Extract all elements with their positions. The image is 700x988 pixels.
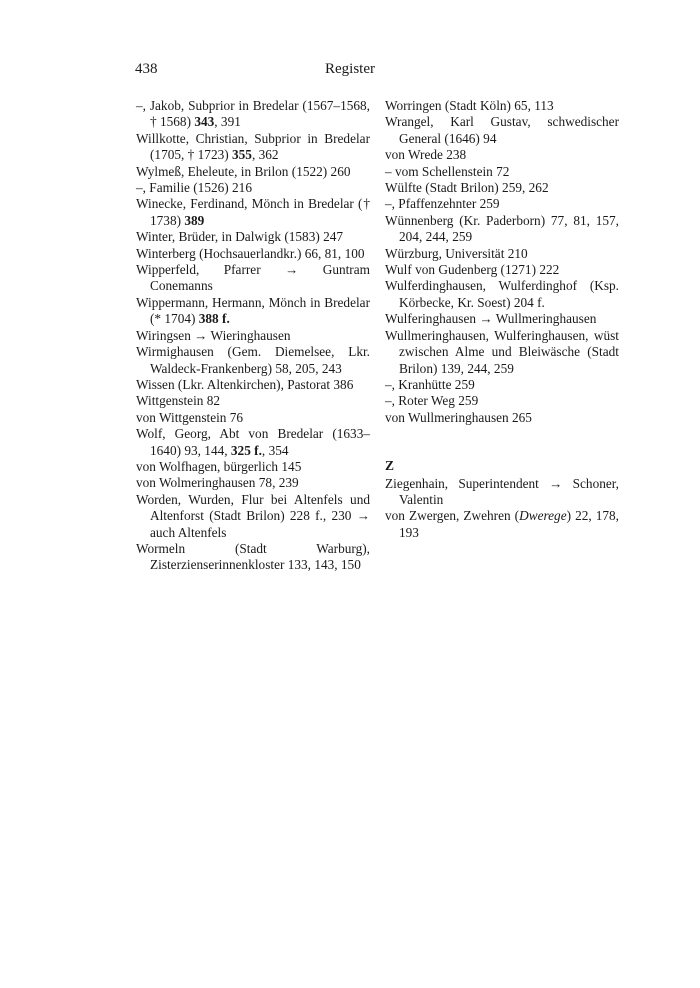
- index-entry: [385, 311, 619, 327]
- index-entry: [136, 131, 370, 164]
- index-entry: [136, 295, 370, 328]
- index-entry: [136, 475, 370, 491]
- variant-name: Dwerege: [519, 508, 567, 524]
- index-entry: [136, 426, 370, 459]
- entry-text: , 354: [261, 442, 289, 458]
- entry-text: Winecke, Ferdinand, Mönch in Bredelar († 1738): [136, 196, 370, 228]
- entry-text: – vom Schellenstein 72: [385, 163, 510, 179]
- index-entry: [385, 246, 619, 262]
- entry-text: von Wittgenstein 76: [136, 409, 244, 425]
- index-entry: [385, 410, 619, 426]
- index-column-right: [385, 98, 619, 541]
- entry-text: Wormeln (Stadt Warburg), Zisterzienserinnenkloster 133, 143, 150: [136, 540, 370, 573]
- index-entry: [385, 393, 619, 409]
- index-entry: [136, 344, 370, 377]
- entry-text: Wylmeß, Eheleute, in Brilon (1522) 260: [136, 163, 351, 179]
- index-column-left: [136, 98, 370, 574]
- entry-text: –, Familie (1526) 216: [136, 180, 252, 196]
- entry-text: Wulferinghausen → Wullmeringhausen: [385, 311, 597, 327]
- entry-text: Worden, Wurden, Flur bei Altenfels und Altenforst (Stadt Brilon) 228 f., 230 → auch Altenfels: [136, 491, 370, 540]
- entry-text: Wissen (Lkr. Altenkirchen), Pastorat 386: [136, 376, 354, 392]
- entry-text: –, Kranhütte 259: [385, 376, 475, 392]
- index-entry: [385, 147, 619, 163]
- entry-text: Wiringsen → Wieringhausen: [136, 327, 291, 343]
- section-letter-heading: Z: [385, 458, 395, 474]
- index-entry: [136, 164, 370, 180]
- page-ref-main: 388 f.: [198, 311, 230, 327]
- entry-text: Wolf, Georg, Abt von Bredelar (1633–1640) 93, 144,: [136, 426, 370, 458]
- index-entry: [385, 114, 619, 147]
- index-entry: [136, 246, 370, 262]
- entry-text: von Zwergen, Zwehren (: [385, 508, 520, 524]
- index-entry: [136, 377, 370, 393]
- index-entry: [385, 328, 619, 377]
- page-ref-main: 389: [184, 212, 205, 228]
- index-entry: [385, 508, 619, 541]
- index-entry: [136, 541, 370, 574]
- entry-text: von Wullmeringhausen 265: [385, 409, 532, 425]
- index-entry: [385, 377, 619, 393]
- entry-text: Worringen (Stadt Köln) 65, 113: [385, 98, 554, 113]
- entry-text: , 391: [214, 114, 241, 130]
- index-entry: [385, 196, 619, 212]
- index-entry: [385, 278, 619, 311]
- index-entry: [385, 262, 619, 278]
- entry-text: , 362: [251, 147, 279, 163]
- index-entry: [136, 180, 370, 196]
- index-entry: [136, 410, 370, 426]
- page-ref-main: 343: [194, 114, 215, 130]
- entry-text: Ziegenhain, Superintendent → Schoner, Valentin: [385, 475, 619, 507]
- entry-text: Winterberg (Hochsauerlandkr.) 66, 81, 100: [136, 245, 365, 261]
- index-entry: [385, 476, 619, 509]
- index-entries-w: [385, 98, 619, 426]
- index-entry: [136, 459, 370, 475]
- entry-text: Wulf von Gudenberg (1271) 222: [385, 262, 560, 278]
- page-ref-main: 325 f.: [230, 442, 262, 458]
- entry-text: Wittgenstein 82: [136, 393, 221, 409]
- index-entry: [136, 328, 370, 344]
- entry-text: von Wolfhagen, bürgerlich 145: [136, 458, 302, 474]
- entry-text: –, Jakob, Subprior in Bredelar (1567–1568, † 1568): [136, 98, 370, 130]
- index-entry: [136, 98, 370, 131]
- index-entry: [385, 213, 619, 246]
- index-entry: [385, 98, 619, 114]
- page-number: 438: [135, 61, 158, 77]
- entry-text: Willkotte, Christian, Subprior in Bredelar (1705, † 1723): [136, 130, 370, 163]
- index-entry: [136, 196, 370, 229]
- entry-text: von Wolmeringhausen 78, 239: [136, 475, 299, 491]
- entry-text: von Wrede 238: [385, 147, 467, 163]
- index-entries-z: [385, 476, 619, 542]
- index-entry: [136, 492, 370, 541]
- entry-text: –, Pfaffenzehnter 259: [385, 196, 500, 212]
- entry-text: Wipperfeld, Pfarrer → Guntram Conemanns: [136, 262, 370, 294]
- entry-text: Würzburg, Universität 210: [385, 245, 528, 261]
- index-entry: [385, 180, 619, 196]
- entry-text: Winter, Brüder, in Dalwigk (1583) 247: [136, 229, 344, 245]
- entry-text: Wünnenberg (Kr. Paderborn) 77, 81, 157, 204, 244, 259: [385, 212, 619, 245]
- entry-text: –, Roter Weg 259: [385, 393, 479, 409]
- index-entry: [136, 262, 370, 295]
- entry-text: ) 22, 178, 193: [399, 508, 620, 540]
- entry-text: Wirmighausen (Gem. Diemelsee, Lkr. Waldeck-Frankenberg) 58, 205, 243: [136, 344, 370, 376]
- entry-text: Wrangel, Karl Gustav, schwedischer General (1646) 94: [385, 114, 619, 146]
- index-entry: [385, 164, 619, 180]
- entry-text: Wippermann, Hermann, Mönch in Bredelar (* 1704): [136, 294, 370, 327]
- index-entry: [136, 393, 370, 409]
- running-head: Register: [325, 61, 375, 77]
- index-entry: [136, 229, 370, 245]
- entry-text: Wülfte (Stadt Brilon) 259, 262: [385, 180, 549, 196]
- entry-text: Wulferdinghausen, Wulferdinghof (Ksp. Körbecke, Kr. Soest) 204 f.: [385, 278, 619, 310]
- entry-text: Wullmeringhausen, Wulferinghausen, wüst zwischen Alme und Bleiwäsche (Stadt Brilon) 139, 244, 259: [385, 327, 619, 376]
- page-ref-main: 355: [232, 147, 252, 163]
